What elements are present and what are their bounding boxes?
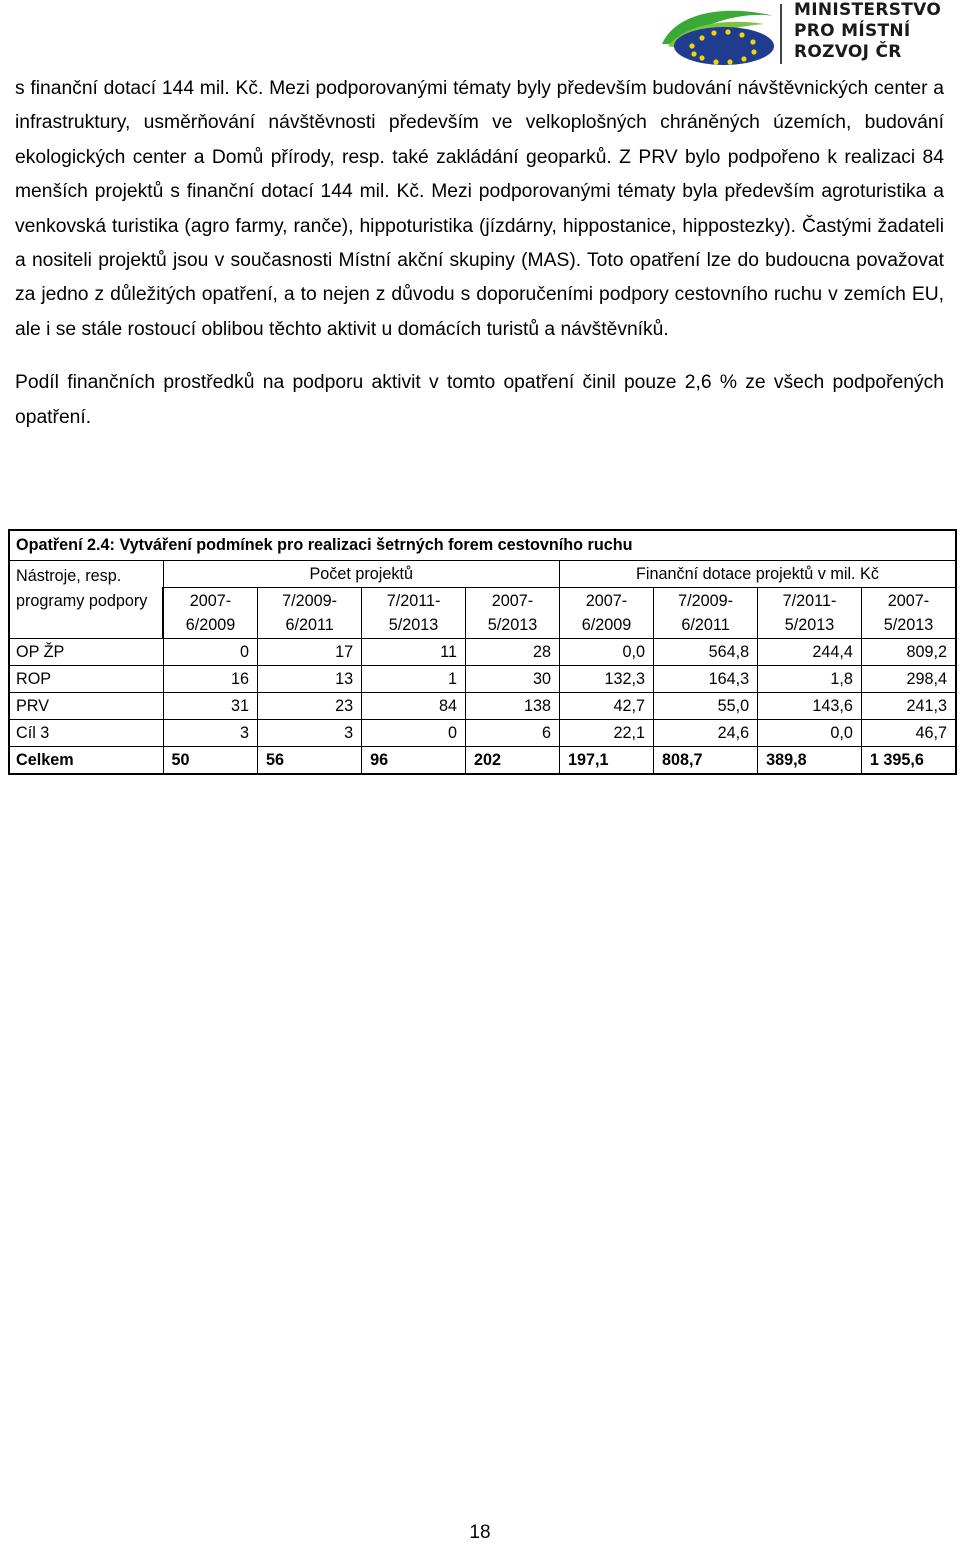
ministry-logo-text: [794, 0, 954, 63]
logo-line-2: PRO MÍSTNÍ: [794, 21, 911, 41]
table-cell: 132,3: [559, 666, 653, 693]
table-cell: 0,0: [559, 639, 653, 666]
period-header: 2007- 6/2009: [559, 588, 653, 639]
table-cell: 11: [362, 639, 466, 666]
table-cell: 244,4: [758, 639, 862, 666]
row-label: Cíl 3: [9, 720, 163, 747]
table-cell: 298,4: [861, 666, 956, 693]
table-cell: 30: [465, 666, 559, 693]
table-cell: 3: [258, 720, 362, 747]
table-row: [9, 720, 956, 747]
table-cell: 28: [465, 639, 559, 666]
total-cell: 202: [465, 747, 559, 775]
paragraph-1: s finanční dotací 144 mil. Kč. Mezi podporovanými tématy byly především budování návštěvnických center a infrastruktury, usměrňování návštěvnosti především ve velkoplošných chráněných územích, budování ekologických center a Domů přírody, resp. také zakládání geoparků. Z PRV bylo podpořeno k realizaci 84 menších projektů s finanční dotací 144 mil. Kč. Mezi podporovanými tématy byla především agroturistika a venkovská turistika (agro farmy, ranče), hippoturistika (jízdárny, hippostanice, hippostezky). Častými žadateli a nositeli projektů jsou v současnosti Místní akční skupiny (MAS). Toto opatření lze do budoucna považovat za jedno z důležitých opatření, a to nejen z důvodu s doporučeními podpory cestovního ruchu v zemích EU, ale i se stále rostoucí oblibou těchto aktivit u domácích turistů a návštěvníků.: [15, 78, 944, 340]
period-header: 2007- 5/2013: [465, 588, 559, 639]
paragraph-2: Podíl finančních prostředků na podporu aktivit v tomto opatření činil pouze 2,6 % ze všech podpořených opatření.: [15, 372, 944, 428]
table-cell: 1,8: [758, 666, 862, 693]
projects-count-header: Počet projektů: [163, 561, 559, 588]
table-row: [9, 639, 956, 666]
table-cell: 6: [465, 720, 559, 747]
table-cell: 24,6: [653, 720, 757, 747]
table-cell: 241,3: [861, 693, 956, 720]
table-row: [9, 666, 956, 693]
total-cell: 389,8: [758, 747, 862, 775]
table-cell: 1: [362, 666, 466, 693]
logo-line-3: ROZVOJ ČR: [794, 42, 902, 62]
table-cell: 23: [258, 693, 362, 720]
table-cell: 0: [163, 639, 258, 666]
logo-blue-oval: [674, 27, 774, 65]
total-cell: 808,7: [653, 747, 757, 775]
row-label: OP ŽP: [9, 639, 163, 666]
table-title-row: [9, 530, 956, 561]
table-cell: 143,6: [758, 693, 862, 720]
table-total-row: [9, 747, 956, 775]
table-row: [9, 693, 956, 720]
period-header: 7/2009- 6/2011: [653, 588, 757, 639]
total-cell: 56: [258, 747, 362, 775]
table-cell: 22,1: [559, 720, 653, 747]
table-cell: 17: [258, 639, 362, 666]
table-cell: 46,7: [861, 720, 956, 747]
table-title: Opatření 2.4: Vytváření podmínek pro realizaci šetrných forem cestovního ruchu: [9, 530, 956, 561]
period-header: 7/2011- 5/2013: [758, 588, 862, 639]
table-cell: 55,0: [653, 693, 757, 720]
total-label: Celkem: [9, 747, 163, 775]
period-header: 2007- 5/2013: [861, 588, 956, 639]
total-cell: 96: [362, 747, 466, 775]
table-cell: 809,2: [861, 639, 956, 666]
table-cell: 84: [362, 693, 466, 720]
row-label: ROP: [9, 666, 163, 693]
total-cell: 50: [163, 747, 258, 775]
total-cell: 1 395,6: [861, 747, 956, 775]
table-cell: 42,7: [559, 693, 653, 720]
period-header: 7/2009- 6/2011: [258, 588, 362, 639]
table-cell: 3: [163, 720, 258, 747]
table-group-header-row: [9, 561, 956, 588]
total-cell: 197,1: [559, 747, 653, 775]
table-cell: 0: [362, 720, 466, 747]
logo-divider: [780, 4, 782, 64]
page-number: 18: [469, 1522, 491, 1543]
table-cell: 0,0: [758, 720, 862, 747]
finance-header: Finanční dotace projektů v mil. Kč: [559, 561, 956, 588]
period-header: 2007- 6/2009: [163, 588, 258, 639]
table-cell: 13: [258, 666, 362, 693]
table-cell: 138: [465, 693, 559, 720]
period-header: 7/2011- 5/2013: [362, 588, 466, 639]
table-cell: 564,8: [653, 639, 757, 666]
document-body: [15, 72, 944, 435]
logo-line-1: MINISTERSTVO: [794, 0, 942, 20]
row-label: PRV: [9, 693, 163, 720]
tools-header: Nástroje, resp. programy podpory: [9, 561, 163, 639]
measure-2-4-table: [8, 529, 957, 775]
table-cell: 164,3: [653, 666, 757, 693]
table-cell: 31: [163, 693, 258, 720]
table-cell: 16: [163, 666, 258, 693]
